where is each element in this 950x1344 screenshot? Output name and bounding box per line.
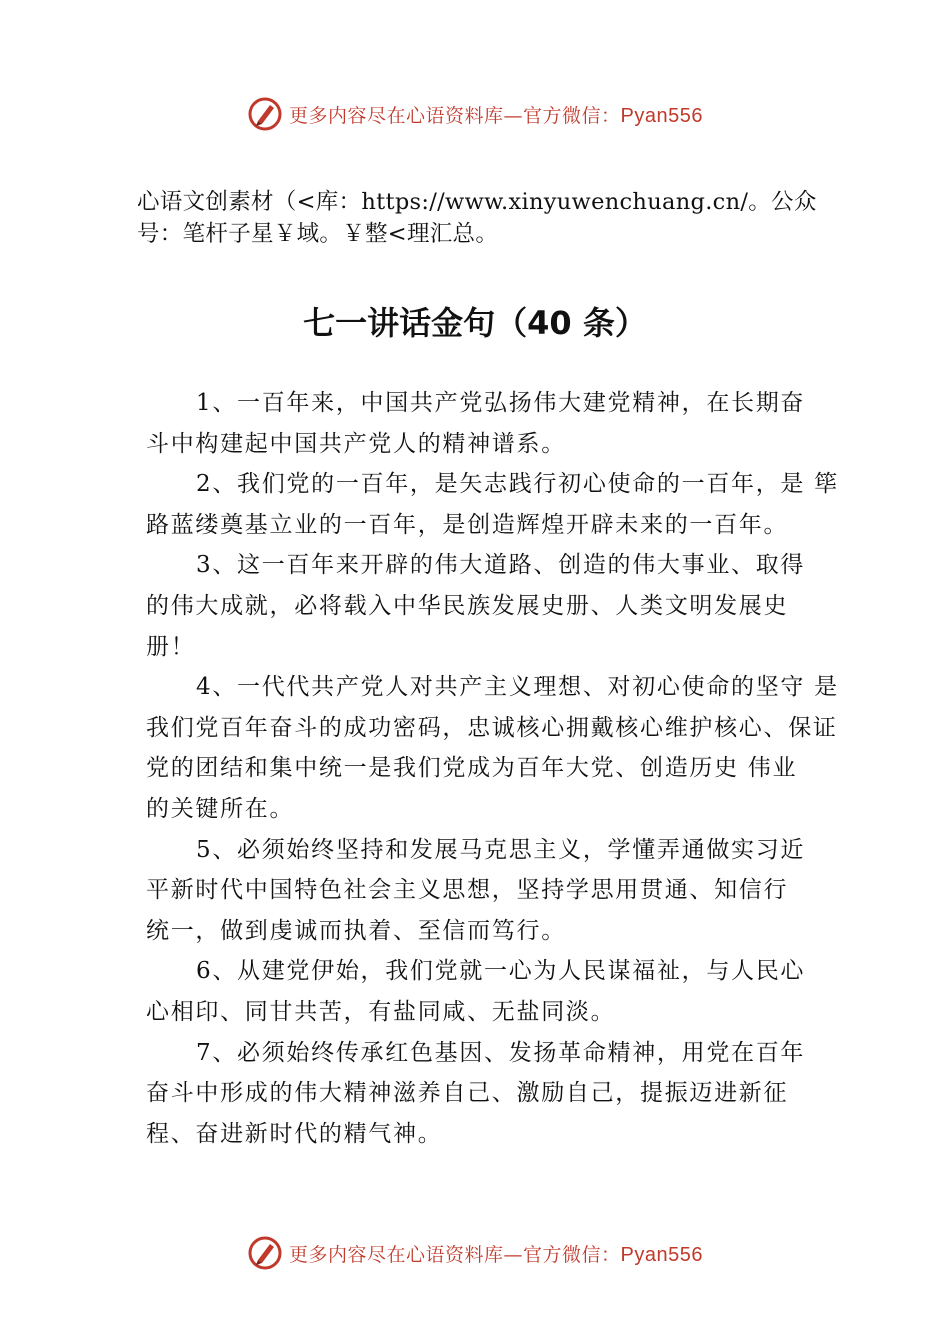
quote-line: 平新时代中国特色社会主义思想，坚持学思用贯通、知信行 bbox=[146, 877, 789, 904]
quote-line: 心相印、同甘共苦，有盐同咸、无盐同淡。 bbox=[146, 998, 616, 1025]
quote-line: 2、我们党的一百年，是矢志践行初心使命的一百年，是 筚 bbox=[196, 471, 839, 498]
watermark-text bbox=[289, 101, 703, 128]
quote-line: 路蓝缕奠基立业的一百年，是创造辉煌开辟未来的一百年。 bbox=[146, 511, 789, 538]
quote-line: 1、一百年来，中国共产党弘扬伟大建党精神，在长期奋 bbox=[196, 390, 806, 416]
quote-line: 斗中构建起中国共产党人的精神谱系。 bbox=[146, 430, 566, 457]
quote-line: 3、这一百年来开辟的伟大道路、创造的伟大事业、取得 bbox=[196, 552, 806, 579]
quote-line: 的伟大成就，必将载入中华民族发展史册、人类文明发展史 bbox=[146, 592, 789, 619]
quotes-list bbox=[146, 383, 839, 1154]
watermark-main: 更多内容尽在心语资料库 bbox=[289, 104, 504, 127]
quote-line: 6、从建党伊始，我们党就一心为人民谋福祉，与人民心 bbox=[196, 958, 806, 985]
quote-line: 册！ bbox=[146, 633, 196, 660]
quote-paragraph bbox=[146, 667, 839, 829]
quote-line: 5、必须始终坚持和发展马克思主义，学懂弄通做实习近 bbox=[196, 836, 806, 863]
quote-paragraph bbox=[146, 545, 836, 667]
page-title: 七一讲话金句（40 条） bbox=[303, 304, 647, 342]
watermark-wechat-label: 官方微信： bbox=[523, 1243, 621, 1266]
watermark-text bbox=[289, 1240, 703, 1267]
quote-paragraph bbox=[146, 830, 836, 952]
watermark-main: 更多内容尽在心语资料库 bbox=[289, 1243, 504, 1266]
watermark-wechat-id: Pyan556 bbox=[620, 104, 703, 127]
quote-line: 7、必须始终传承红色基因、发扬革命精神，用党在百年 bbox=[196, 1039, 806, 1066]
footer-watermark-banner bbox=[0, 1233, 950, 1273]
quote-line: 的关键所在。 bbox=[146, 795, 295, 822]
source-note bbox=[137, 186, 842, 250]
quote-line: 统一，做到虔诚而执着、至信而笃行。 bbox=[146, 917, 566, 944]
quote-line: 程、奋进新时代的精气神。 bbox=[146, 1120, 443, 1147]
quote-paragraph bbox=[146, 951, 836, 1032]
header-watermark-banner bbox=[0, 94, 950, 134]
quote-paragraph bbox=[146, 464, 839, 545]
source-note-line: 号：笔杆子星￥域。￥整<理汇总。 bbox=[137, 221, 499, 247]
pen-logo-icon bbox=[247, 1235, 283, 1271]
watermark-separator: — bbox=[503, 104, 524, 127]
quote-paragraph bbox=[146, 383, 836, 464]
quote-paragraph bbox=[146, 1033, 836, 1155]
quote-line: 奋斗中形成的伟大精神滋养自己、激励自己，提振迈进新征 bbox=[146, 1080, 789, 1107]
watermark-wechat-label: 官方微信： bbox=[523, 104, 621, 127]
watermark-separator: — bbox=[503, 1243, 524, 1266]
quote-line: 我们党百年奋斗的成功密码，忠诚核心拥戴核心维护核心、保证 bbox=[146, 714, 838, 741]
quote-line: 党的团结和集中统一是我们党成为百年大党、创造历史 伟业 bbox=[146, 755, 798, 782]
source-note-line: 心语文创素材（<库：https://www.xinyuwenchuang.cn/。公众 bbox=[137, 189, 817, 215]
watermark-wechat-id: Pyan556 bbox=[620, 1243, 703, 1266]
pen-logo-icon bbox=[247, 96, 283, 132]
quote-line: 4、一代代共产党人对共产主义理想、对初心使命的坚守 是 bbox=[196, 674, 839, 701]
